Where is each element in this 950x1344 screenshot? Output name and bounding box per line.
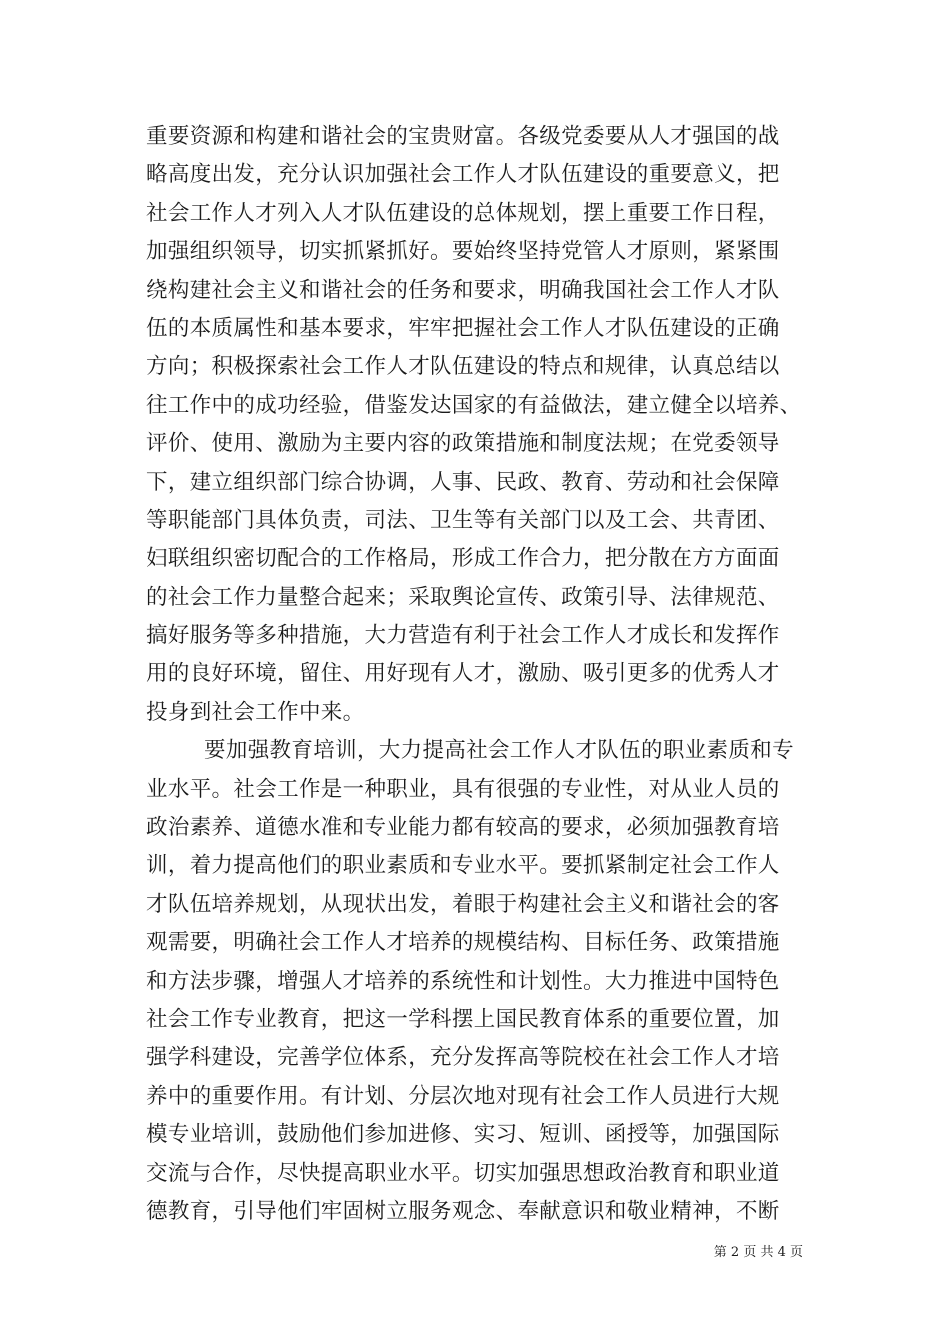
text-line: 评价、使用、激励为主要内容的政策措施和制度法规；在党委领导 bbox=[146, 431, 780, 457]
text-line: 德教育，引导他们牢固树立服务观念、奉献意识和敬业精神，不断 bbox=[146, 1198, 780, 1224]
text-line: 社会工作专业教育，把这一学科摆上国民教育体系的重要位置，加 bbox=[146, 1006, 780, 1032]
text-line: 下，建立组织部门综合协调，人事、民政、教育、劳动和社会保障 bbox=[146, 469, 780, 495]
text-line: 略高度出发，充分认识加强社会工作人才队伍建设的重要意义，把 bbox=[146, 162, 780, 188]
page-number-footer: 第 2 页 共 4 页 bbox=[713, 1245, 803, 1260]
text-line: 才队伍培养规划，从现状出发，着眼于构建社会主义和谐社会的客 bbox=[146, 891, 780, 917]
text-line: 往工作中的成功经验，借鉴发达国家的有益做法，建立健全以培养、 bbox=[146, 392, 802, 418]
text-line: 方向；积极探索社会工作人才队伍建设的特点和规律，认真总结以 bbox=[146, 354, 780, 380]
text-line: 政治素养、道德水准和专业能力都有较高的要求，必须加强教育培 bbox=[146, 815, 780, 841]
text-line: 养中的重要作用。有计划、分层次地对现有社会工作人员进行大规 bbox=[146, 1083, 780, 1109]
text-line: 妇联组织密切配合的工作格局，形成工作合力，把分散在方方面面 bbox=[146, 546, 780, 572]
text-line: 社会工作人才列入人才队伍建设的总体规划，摆上重要工作日程， bbox=[146, 200, 780, 226]
text-line: 交流与合作，尽快提高职业水平。切实加强思想政治教育和职业道 bbox=[146, 1160, 780, 1186]
text-line: 强学科建设，完善学位体系，充分发挥高等院校在社会工作人才培 bbox=[146, 1045, 780, 1071]
text-line: 重要资源和构建和谐社会的宝贵财富。各级党委要从人才强国的战 bbox=[146, 124, 780, 149]
paragraph-2 bbox=[146, 732, 806, 1231]
text-line: 训，着力提高他们的职业素质和专业水平。要抓紧制定社会工作人 bbox=[146, 853, 780, 879]
text-line: 用的良好环境，留住、用好现有人才，激励、吸引更多的优秀人才 bbox=[146, 661, 780, 687]
paragraph-1 bbox=[146, 118, 806, 732]
text-line: 要加强教育培训，大力提高社会工作人才队伍的职业素质和专 bbox=[204, 738, 794, 764]
text-line: 投身到社会工作中来。 bbox=[146, 699, 365, 725]
text-line: 伍的本质属性和基本要求，牢牢把握社会工作人才队伍建设的正确 bbox=[146, 315, 780, 341]
text-line: 绕构建社会主义和谐社会的任务和要求，明确我国社会工作人才队 bbox=[146, 277, 780, 303]
text-line: 业水平。社会工作是一种职业，具有很强的专业性，对从业人员的 bbox=[146, 776, 780, 802]
text-line: 和方法步骤，增强人才培养的系统性和计划性。大力推进中国特色 bbox=[146, 968, 780, 994]
text-line: 加强组织领导，切实抓紧抓好。要始终坚持党管人才原则，紧紧围 bbox=[146, 239, 780, 265]
text-line: 等职能部门具体负责，司法、卫生等有关部门以及工会、共青团、 bbox=[146, 507, 780, 533]
body-text bbox=[146, 118, 806, 1231]
text-line: 搞好服务等多种措施，大力营造有利于社会工作人才成长和发挥作 bbox=[146, 623, 780, 649]
text-line: 模专业培训，鼓励他们参加进修、实习、短训、函授等，加强国际 bbox=[146, 1122, 780, 1148]
text-line: 的社会工作力量整合起来；采取舆论宣传、政策引导、法律规范、 bbox=[146, 584, 780, 610]
text-line: 观需要，明确社会工作人才培养的规模结构、目标任务、政策措施 bbox=[146, 930, 780, 956]
